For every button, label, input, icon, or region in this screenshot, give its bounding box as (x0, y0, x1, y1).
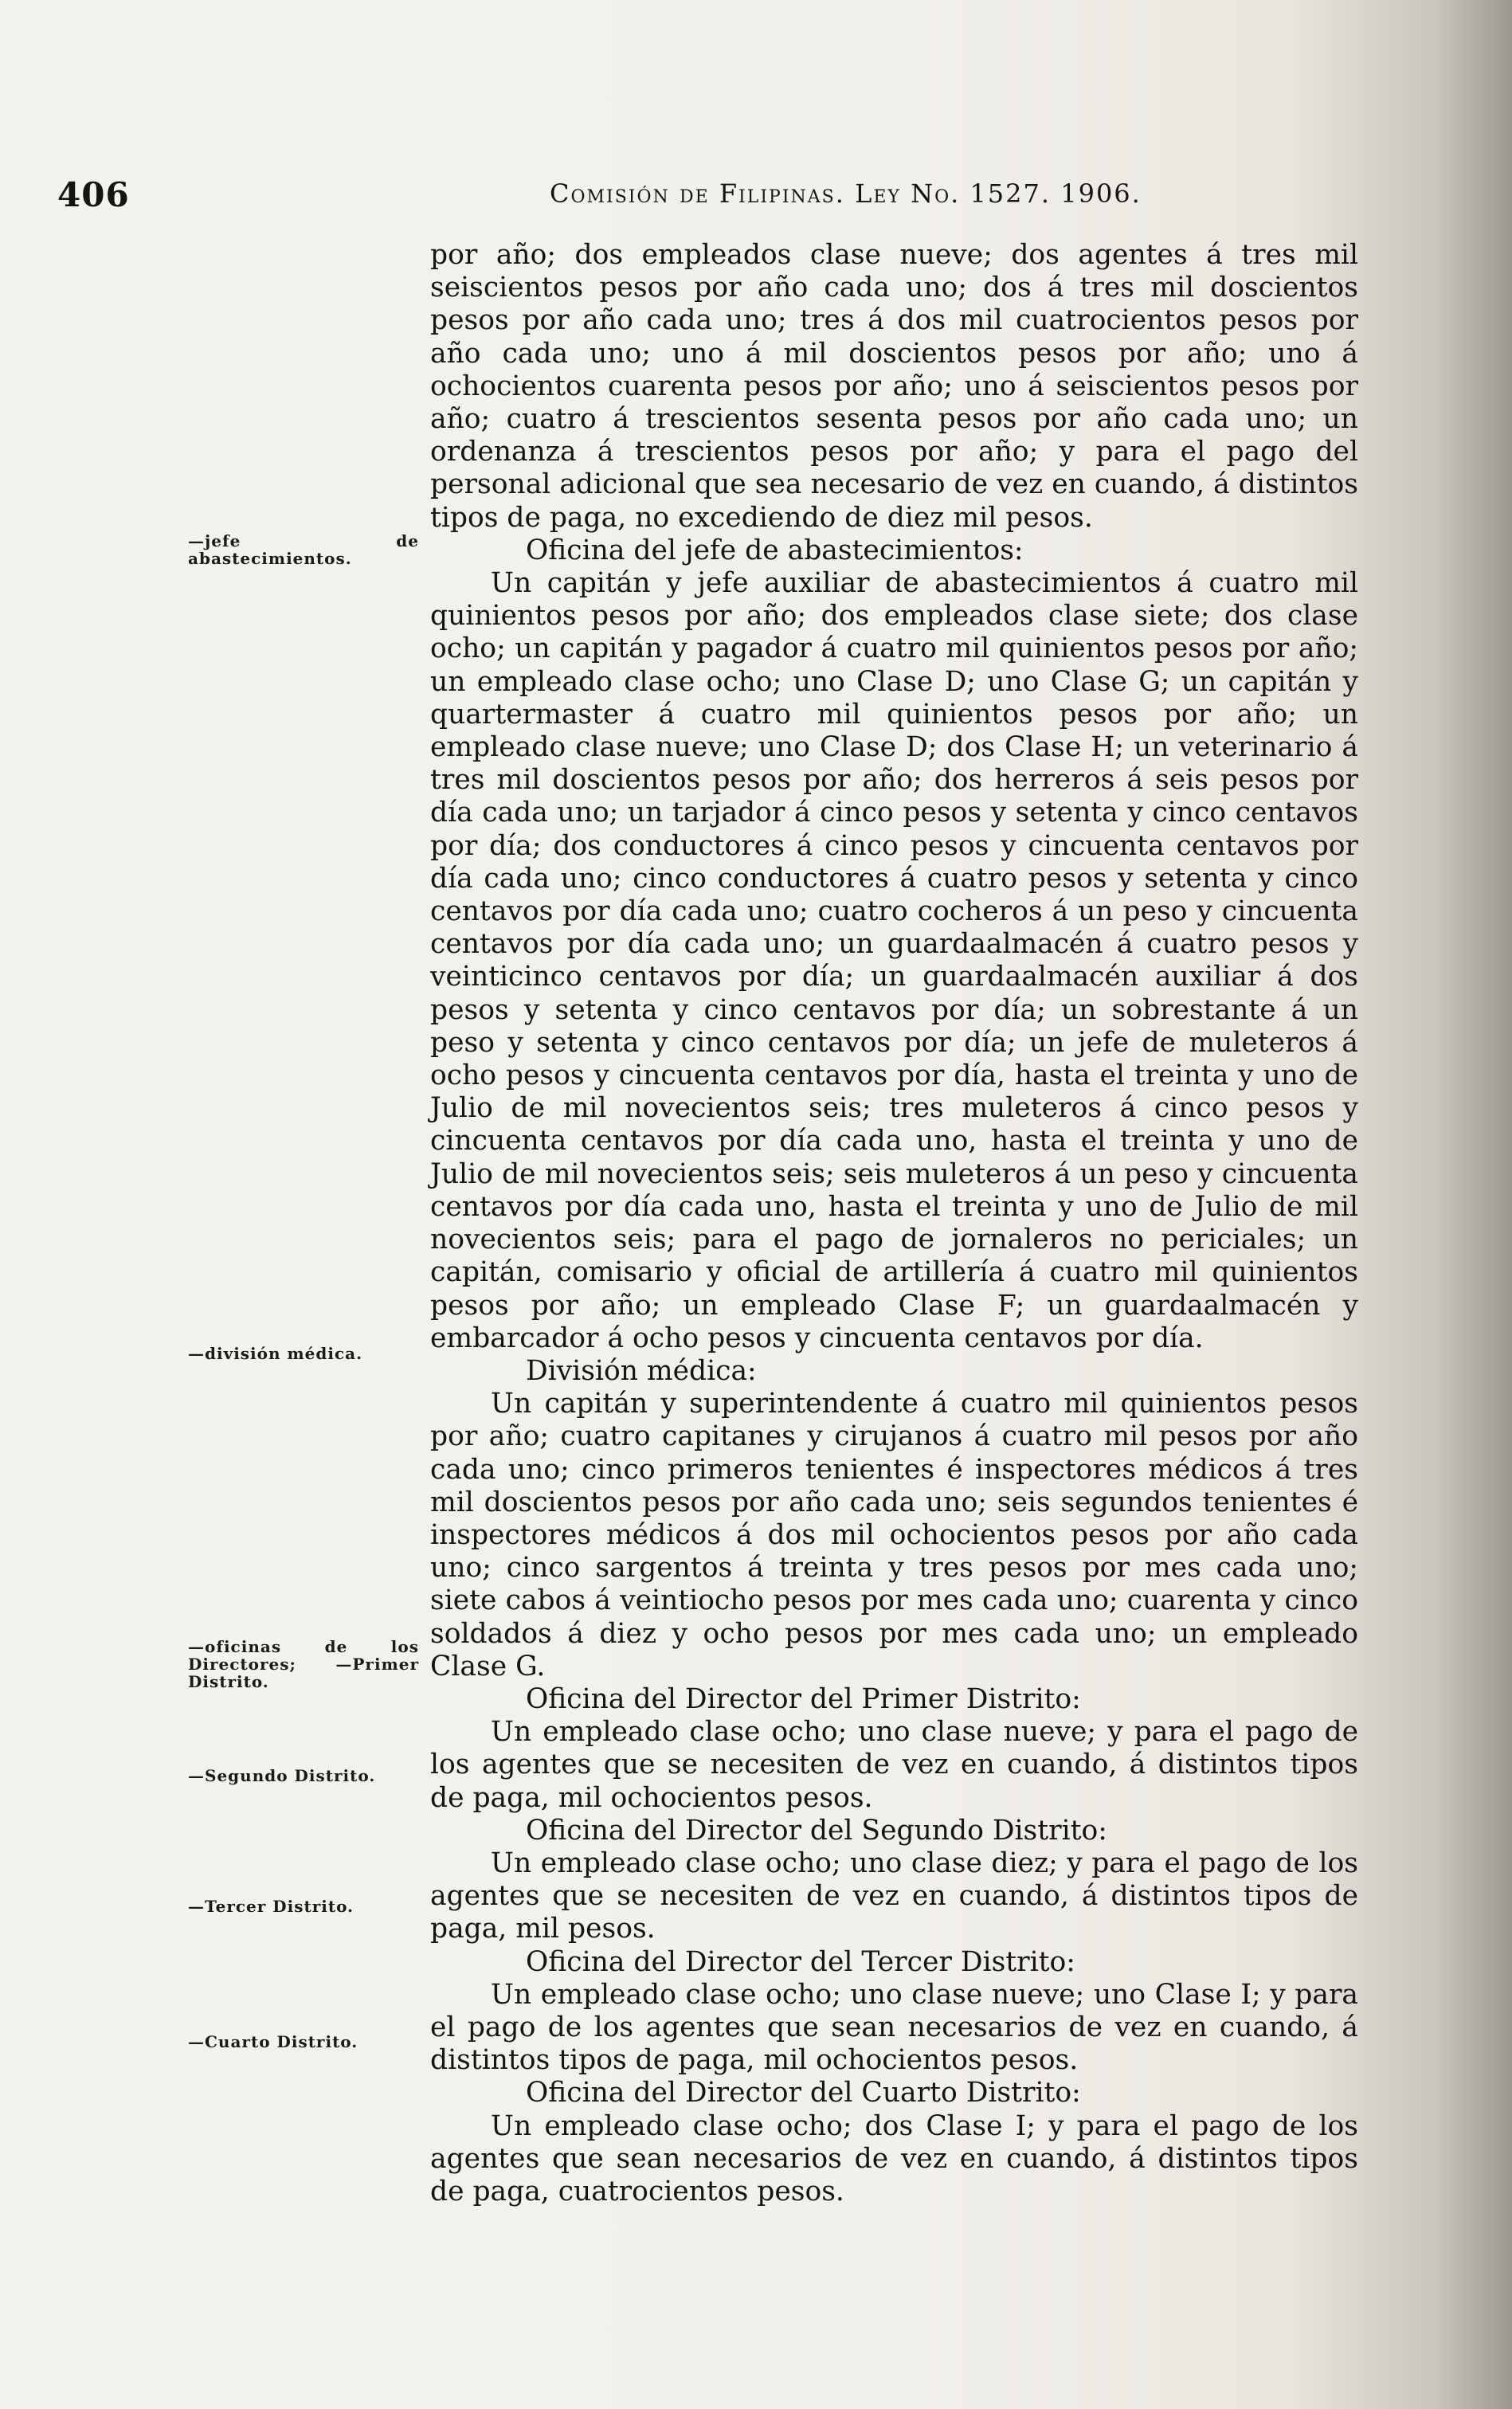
margin-note-division-medica: —división médica. (188, 1344, 363, 1363)
page-number: 406 (57, 175, 130, 214)
margin-note-oficinas-primer: —oficinas de los Directores; —Primer Distrito. (188, 1637, 419, 1691)
running-head: Comisión de Filipinas. Ley No. 1527. 1906. (550, 178, 1142, 209)
paragraph-cuarto-distrito: Un empleado clase ocho; dos Clase I; y para el pago de los agentes que sean necesarios de vez en cuando, á distintos tipos de paga, cuatrocientos pesos. (430, 2109, 1358, 2207)
margin-note-tercer: —Tercer Distrito. (188, 1897, 354, 1916)
section-heading-segundo-distrito: Oficina del Director del Segundo Distrito: (526, 1814, 1107, 1847)
margin-note-cuarto: —Cuarto Distrito. (188, 2032, 358, 2051)
margin-note-jefe: —jefe de abastecimientos. (188, 531, 419, 568)
margin-note-segundo: —Segundo Distrito. (188, 1766, 376, 1785)
paragraph-continuation: por año; dos empleados clase nueve; dos agentes á tres mil seiscientos pesos por año cada uno; dos á tres mil doscientos pesos por año cada uno; tres á dos mil cuatrocientos pesos por año cada uno; uno á mil doscientos pesos por año; uno á ochocientos cuarenta pesos por año; uno á seiscientos pesos por año; cuatro á trescientos sesenta pesos por año cada uno; un ordenanza á trescientos pesos por año; y para el pago del personal adicional que sea necesario de vez en cuando, á distintos tipos de paga, no excediendo de diez mil pesos. (430, 239, 1358, 534)
paragraph-tercer-distrito: Un empleado clase ocho; uno clase nueve; uno Clase I; y para el pago de los agentes que sean necesarios de vez en cuando, á distintos tipos de paga, mil ochocientos pesos. (430, 1978, 1358, 2077)
section-heading-division-medica: División médica: (526, 1354, 757, 1387)
section-heading-jefe: Oficina del jefe de abastecimientos: (526, 534, 1024, 566)
section-heading-cuarto-distrito: Oficina del Director del Cuarto Distrito: (526, 2077, 1081, 2109)
paragraph-jefe: Un capitán y jefe auxiliar de abastecimientos á cuatro mil quinientos pesos por año; dos empleados clase siete; dos clase ocho; un capitán y pagador á cuatro mil quinientos pesos por año; un empleado clase ocho; uno Clase D; uno Clase G; un capitán y quartermaster á cuatro mil quinientos pesos por año; un empleado clase nueve; uno Clase D; dos Clase H; un veterinario á tres mil doscientos pesos por año; dos herreros á seis pesos por día cada uno; un tarjador á cinco pesos y setenta y cinco centavos por día; dos conductores á cinco pesos y cincuenta centavos por día cada uno; cinco conductores á cuatro pesos y setenta y cinco centavos por día cada uno; cuatro cocheros á un peso y cincuenta centavos por día cada uno; un guardaalmacén á cuatro pesos y veinticinco centavos por día; un guardaalmacén auxiliar á dos pesos y setenta y cinco centavos por día; un sobrestante á un peso y setenta y cinco centavos por día; un jefe de muleteros á ocho pesos y cincuenta centavos por día, hasta el treinta y uno de Julio de mil novecientos seis; tres muleteros á cinco pesos y cincuenta centavos por día cada uno, hasta el treinta y uno de Julio de mil novecientos seis; seis muleteros á un peso y cincuenta centavos por día cada uno, hasta el treinta y uno de Julio de mil novecientos seis; para el pago de jornaleros no periciales; un capitán, comisario y oficial de artillería á cuatro mil quinientos pesos por año; un empleado Clase F; un guardaalmacén y embarcador á ocho pesos y cincuenta centavos por día. (430, 567, 1358, 1354)
section-heading-primer-distrito: Oficina del Director del Primer Distrito: (526, 1682, 1081, 1715)
paragraph-division-medica: Un capitán y superintendente á cuatro mil quinientos pesos por año; cuatro capitanes y cirujanos á cuatro mil pesos por año cada uno; cinco primeros tenientes é inspectores médicos á tres mil doscientos pesos por año cada uno; seis segundos tenientes é inspectores médicos á dos mil ochocientos pesos por año cada uno; cinco sargentos á treinta y tres pesos por mes cada uno; siete cabos á veintiocho pesos por mes cada uno; cuarenta y cinco soldados á diez y ocho pesos por mes cada uno; un empleado Clase G. (430, 1388, 1358, 1682)
paragraph-segundo-distrito: Un empleado clase ocho; uno clase diez; y para el pago de los agentes que se necesiten de vez en cuando, á distintos tipos de paga, mil pesos. (430, 1847, 1358, 1945)
body-text (430, 239, 1358, 2208)
section-heading-tercer-distrito: Oficina del Director del Tercer Distrito: (526, 1945, 1075, 1978)
paragraph-primer-distrito: Un empleado clase ocho; uno clase nueve; y para el pago de los agentes que se necesiten de vez en cuando, á distintos tipos de paga, mil ochocientos pesos. (430, 1716, 1358, 1814)
